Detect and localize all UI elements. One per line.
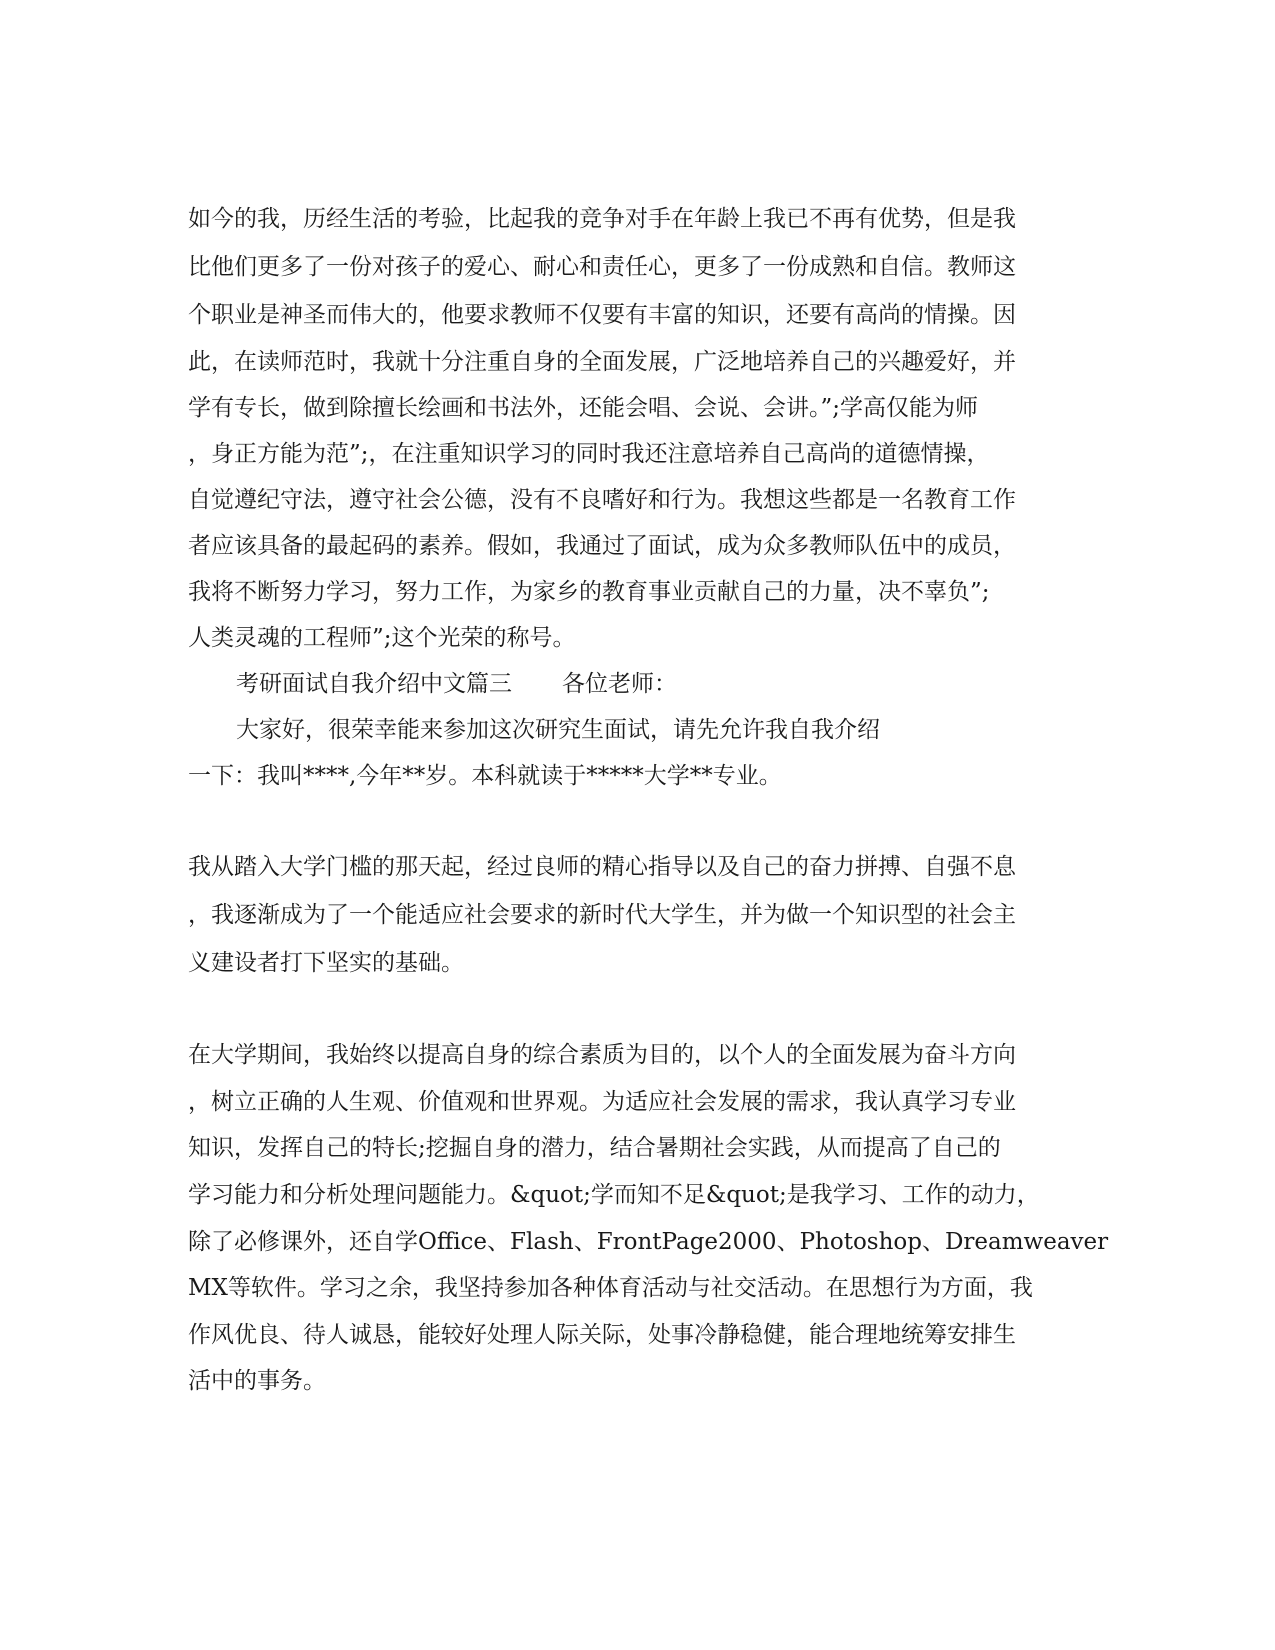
intro-line: 大家好，很荣幸能来参加这次研究生面试，请先允许我自我介绍 <box>236 717 880 743</box>
paragraph-1-line: 自觉遵纪守法，遵守社会公德，没有不良嗜好和行为。我想这些都是一名教育工作 <box>188 487 1016 513</box>
paragraph-2-line: ，我逐渐成为了一个能适应社会要求的新时代大学生，并为做一个知识型的社会主 <box>188 902 1016 928</box>
paragraph-3-line: 活中的事务。 <box>188 1368 326 1394</box>
paragraph-1-line: 人类灵魂的工程师”;这个光荣的称号。 <box>188 625 576 651</box>
paragraph-1-line: 此，在读师范时，我就十分注重自身的全面发展，广泛地培养自己的兴趣爱好，并 <box>188 349 1016 375</box>
paragraph-1-line: 学有专长，做到除擅长绘画和书法外，还能会唱、会说、会讲。”;学高仅能为师 <box>188 395 979 421</box>
paragraph-1-line: 比他们更多了一份对孩子的爱心、耐心和责任心，更多了一份成熟和自信。教师这 <box>188 254 1016 280</box>
paragraph-1-line: 个职业是神圣而伟大的，他要求教师不仅要有丰富的知识，还要有高尚的情操。因 <box>188 302 1016 328</box>
paragraph-1-line: 者应该具备的最起码的素养。假如，我通过了面试，成为众多教师队伍中的成员， <box>188 533 1016 559</box>
paragraph-1-line: 我将不断努力学习，努力工作，为家乡的教育事业贡献自己的力量，决不辜负”; <box>188 579 990 605</box>
paragraph-2-line: 义建设者打下坚实的基础。 <box>188 950 464 976</box>
paragraph-1-line: ，身正方能为范”;，在注重知识学习的同时我还注意培养自己高尚的道德情操， <box>188 441 990 467</box>
paragraph-2-line: 我从踏入大学门槛的那天起，经过良师的精心指导以及自己的奋力拼搏、自强不息 <box>188 854 1016 880</box>
paragraph-3-line: 知识，发挥自己的特长;挖掘自身的潜力，结合暑期社会实践，从而提高了自己的 <box>188 1135 1001 1161</box>
paragraph-3-line: 除了必修课外，还自学Office、Flash、FrontPage2000、Photoshop、Dreamweaver <box>188 1229 1109 1255</box>
intro-line: 一下：我叫****,今年**岁。本科就读于*****大学**专业。 <box>188 763 782 789</box>
paragraph-3-line: 学习能力和分析处理问题能力。&quot;学而知不足&quot;是我学习、工作的动力， <box>188 1182 1040 1208</box>
paragraph-1-line: 如今的我，历经生活的考验，比起我的竞争对手在年龄上我已不再有优势，但是我 <box>188 206 1016 232</box>
section-heading <box>236 670 677 698</box>
salutation: 各位老师： <box>562 671 677 697</box>
section-title: 考研面试自我介绍中文篇三 <box>236 671 512 697</box>
paragraph-3-line: 作风优良、待人诚恳，能较好处理人际关际，处事冷静稳健，能合理地统筹安排生 <box>188 1322 1016 1348</box>
paragraph-3-line: ，树立正确的人生观、价值观和世界观。为适应社会发展的需求，我认真学习专业 <box>188 1089 1016 1115</box>
paragraph-3-line: 在大学期间，我始终以提高自身的综合素质为目的，以个人的全面发展为奋斗方向 <box>188 1042 1016 1068</box>
paragraph-3-line: MX等软件。学习之余，我坚持参加各种体育活动与社交活动。在思想行为方面，我 <box>188 1275 1033 1301</box>
